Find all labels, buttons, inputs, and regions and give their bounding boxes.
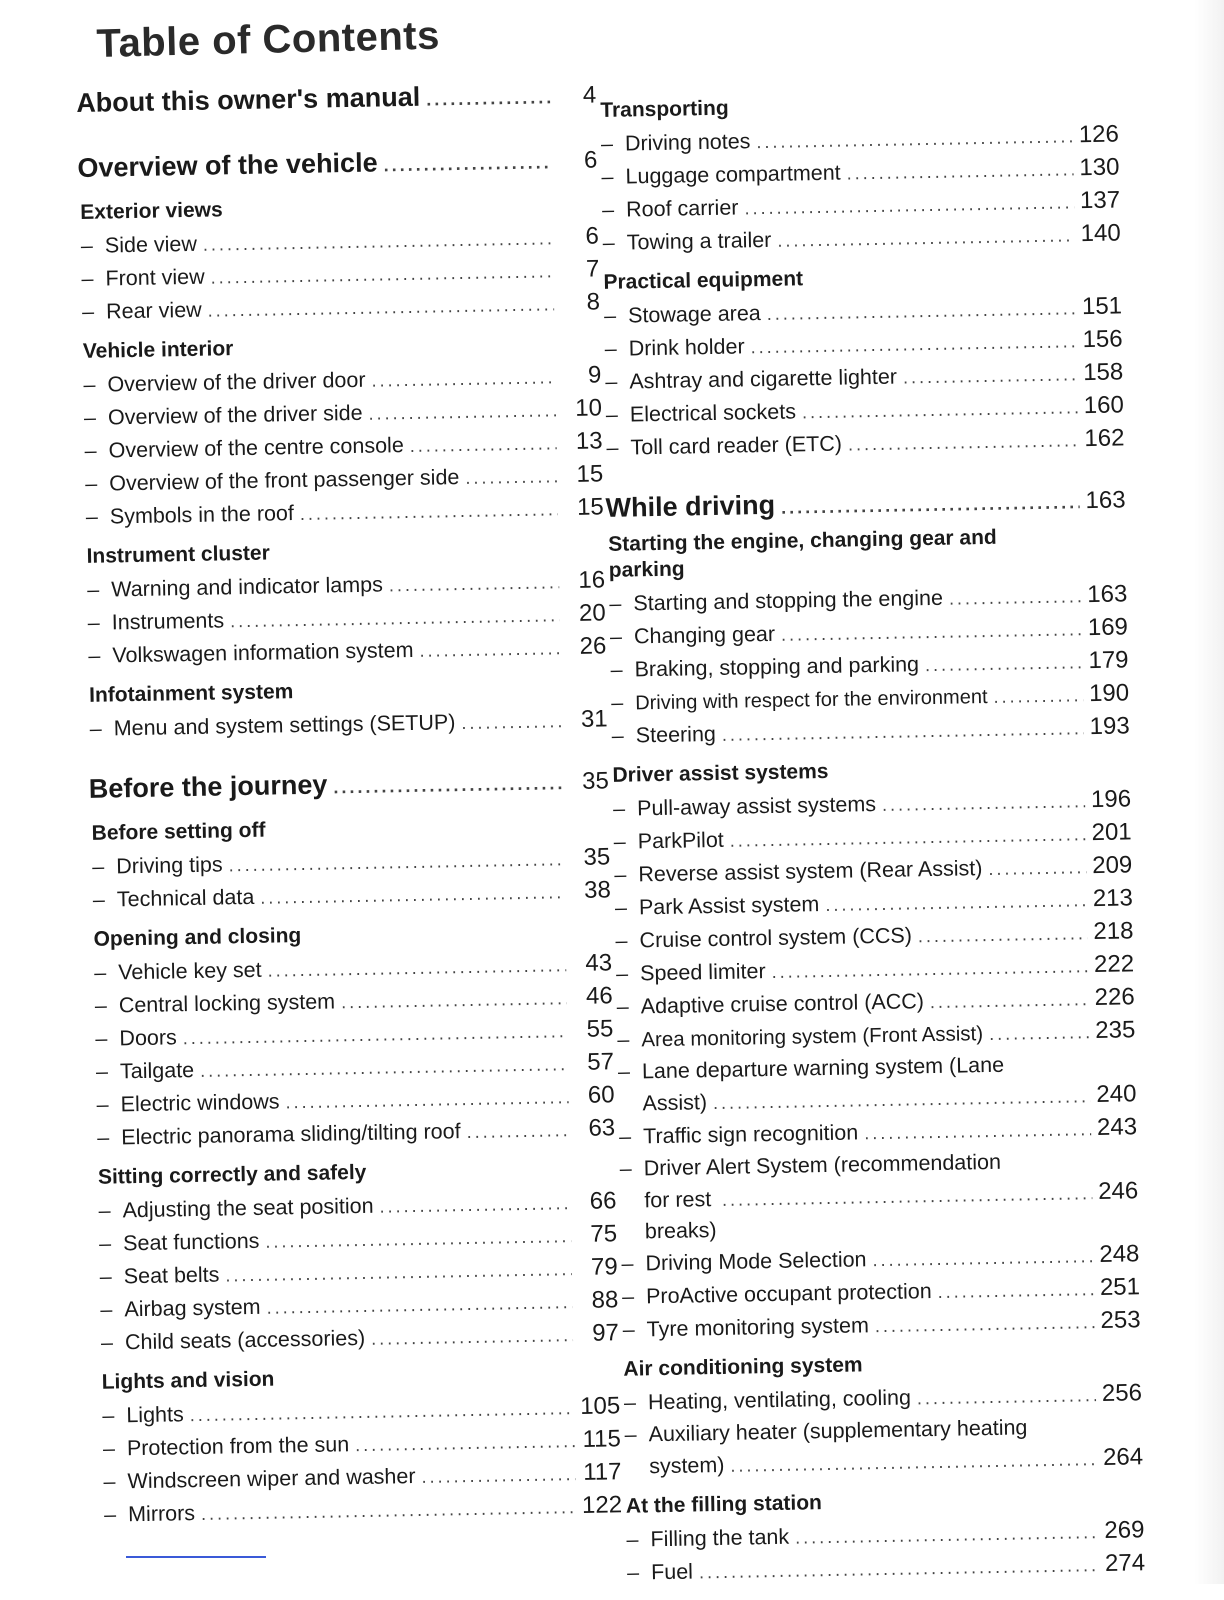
toc-section-heading: Driver assist systems [612,759,829,787]
dot-leader [465,461,557,494]
toc-entry-label: Symbols in the roof [109,501,295,529]
toc-entry-label: Ashtray and cigarette lighter [629,364,898,394]
dash: – [87,610,100,635]
toc-section-heading: Exterior views [80,198,223,224]
dash: – [614,895,628,920]
page-number: 66 [589,1187,617,1215]
toc-entry-label: Braking, stopping and parking [634,652,920,682]
page-title: Table of Contents [96,13,441,66]
page-number: 251 [1099,1273,1141,1302]
page-number: 222 [1093,950,1135,979]
page-number: 240 [1096,1080,1137,1109]
page-number: 9 [587,361,602,389]
page-number: 264 [1102,1443,1144,1471]
toc-entry-label: Steering [635,721,717,748]
dot-leader [767,293,1077,330]
page-number: 269 [1104,1516,1145,1544]
toc-section [81,329,604,533]
dot-leader [371,362,555,396]
toc-entry-label: Driving Mode Selection [645,1247,867,1276]
toc-entry-label: Stowage area [627,301,761,328]
dash: – [619,1156,632,1181]
dash: – [83,405,97,430]
toc-entry-label: Electric windows [120,1089,280,1117]
dot-leader [925,647,1083,681]
toc-left-column [76,78,623,1541]
toc-entry-label: Park Assist system [638,892,820,920]
toc-entry-label: Front view [105,264,205,291]
page-number: 179 [1088,646,1129,675]
toc-entry[interactable] [87,703,608,746]
dash: – [621,1251,634,1276]
dash: – [605,369,618,394]
page-number: 140 [1080,219,1121,248]
page-number: 253 [1100,1306,1141,1334]
dot-leader [825,885,1087,921]
toc-section [621,1347,1143,1484]
page-number: 117 [582,1458,622,1486]
dot-leader [872,1241,1093,1276]
dot-leader [918,918,1088,952]
toc-entry-label: Tailgate [119,1058,195,1084]
page-number: 193 [1089,712,1130,741]
dash: – [99,1264,112,1289]
toc-entry-label: Overview of the centre console [108,433,405,463]
dash: – [606,435,619,460]
toc-entry-label: Overview of the front passenger side [109,465,460,496]
dash: – [616,994,629,1019]
dash: – [617,1059,631,1084]
dash: – [615,961,629,986]
dot-leader [265,1221,571,1258]
toc-section-heading: Sitting correctly and safely [97,1160,367,1189]
toc-entry-label: Starting and stopping the engine [633,585,944,616]
toc-section [89,811,611,917]
dot-leader [383,152,551,176]
page-number: 115 [582,1425,622,1453]
page-number: 243 [1096,1113,1138,1142]
page-edge-shadow [1194,0,1224,1584]
page-number: 6 [585,222,600,250]
dash: – [96,1092,109,1117]
page-number: 6 [583,146,598,174]
footer-rule [126,1556,266,1558]
dot-leader [285,1082,569,1118]
dot-leader [781,492,1080,518]
dot-leader [333,773,563,798]
toc-entry-label: Rear view [105,297,202,324]
toc-entry-label: Driving notes [624,129,751,156]
dot-leader [730,819,1086,857]
toc-section-heading: Infotainment system [88,680,294,707]
page-number: 156 [1082,325,1123,354]
dot-leader [267,950,566,986]
dash: – [85,504,99,529]
page-number: 169 [1087,613,1129,642]
dot-leader [756,121,1073,158]
dash: – [97,1125,110,1150]
page-number: 79 [590,1253,618,1281]
page-number: 190 [1088,679,1130,708]
dot-leader [802,392,1078,428]
page-number: 160 [1083,391,1125,420]
toc-section [606,522,1130,752]
toc-entry-label: Driving tips [116,852,223,879]
toc-entry-label: Lane departure warning system (Lane [641,1052,1005,1084]
toc-entry-label: Central locking system [118,989,336,1018]
toc-entry-label: Towing a trailer [626,227,772,255]
toc-section [96,1155,619,1359]
page-number: 137 [1079,186,1121,215]
toc-section [91,917,615,1154]
dot-leader [426,87,550,110]
toc-major-label: About this owner's manual [76,81,421,118]
dot-leader [461,706,562,739]
toc-section-heading: Lights and vision [101,1367,275,1394]
dot-leader [421,1459,576,1493]
dot-leader [225,1254,572,1291]
dot-leader [341,983,567,1018]
dot-leader [846,154,1073,189]
toc-section [84,534,606,673]
toc-section-heading: Before setting off [91,818,266,845]
page-number: 105 [579,1392,621,1420]
toc-section-heading: Opening and closing [93,924,302,951]
page-number: 57 [586,1048,615,1076]
toc-entry-label: ProActive occupant protection [645,1279,932,1309]
dot-leader [875,1307,1095,1342]
dot-leader [777,220,1075,256]
page-number: 55 [586,1015,614,1043]
toc-entry-label: Vehicle key set [117,957,262,985]
dot-leader [882,786,1086,821]
toc-entry-label: Toll card reader (ETC) [630,431,843,460]
dot-leader [744,187,1074,224]
toc-entry-label: Tyre monitoring system [646,1313,870,1342]
dot-leader [903,359,1078,393]
toc-right-column [598,82,1146,1599]
toc-section-heading: Instrument cluster [86,541,270,568]
toc-entry-label: Volkswagen information system [112,637,414,668]
page-number: 196 [1090,785,1132,814]
toc-section [624,1484,1146,1590]
page-number: 26 [579,632,607,660]
dot-leader [699,1550,1100,1588]
page-number: 20 [578,599,606,627]
dash: – [623,1390,637,1415]
toc-section-heading: At the filling station [625,1491,823,1518]
toc-entry-label: Overview of the driver door [107,367,366,397]
toc-entry-label: Adaptive cruise control (ACC) [640,989,925,1019]
dash: – [80,233,94,258]
toc-entry-label: Seat belts [123,1262,220,1289]
page-number: 201 [1091,818,1132,847]
page-number: 31 [580,705,608,733]
page-number: 60 [587,1081,615,1109]
dot-leader [207,289,554,326]
toc-entry-label: Menu and system settings (SETUP) [113,710,456,741]
dot-leader [228,844,564,881]
page-number: 274 [1104,1549,1146,1577]
dot-leader [949,581,1082,614]
page-number: 248 [1099,1240,1140,1269]
dot-leader [355,1426,575,1461]
dot-leader [419,633,560,667]
toc-entry-label: Child seats (accessories) [124,1325,366,1355]
page-number: 15 [576,493,605,521]
dash: – [610,657,623,682]
toc-entry-label: Driver Alert System (recommendation [643,1149,1002,1181]
dot-leader [260,877,565,914]
toc-entry-label: Auxiliary heater (supplementary heating [648,1415,1028,1447]
dash: – [609,591,622,616]
dash: – [605,402,619,427]
toc-entry-label: Speed limiter [639,959,766,986]
toc-major-label: Overview of the vehicle [77,147,378,183]
dash: – [85,471,98,496]
page-number: 8 [586,288,601,316]
page-number: 88 [591,1286,619,1314]
dash: – [89,716,102,741]
page-number: 213 [1092,884,1134,913]
toc-section [78,190,600,329]
dash: – [614,862,627,887]
dash: – [95,1059,109,1084]
toc-section [99,1360,622,1532]
page-number: 226 [1094,983,1135,1012]
dot-leader [848,425,1079,460]
dash: – [84,438,97,463]
page-number: 15 [576,460,604,488]
dash: – [624,1422,637,1447]
page-number: 43 [585,949,613,977]
dash: – [600,131,614,156]
dot-leader [371,1320,573,1355]
dash: – [626,1560,640,1585]
dash: – [102,1436,116,1461]
page-number: 75 [590,1220,618,1248]
toc-entry-label: Mirrors [127,1501,196,1527]
toc-entry-label: for rest breaks) [644,1187,717,1244]
page-number: 7 [585,255,600,283]
page-number: 4 [582,81,597,109]
dot-leader [771,951,1088,988]
toc-entry-label: Lights [126,1402,184,1428]
dash: – [618,1124,632,1149]
dash: – [86,577,100,602]
toc-entry-label: Fuel [650,1559,694,1585]
dot-leader [201,1492,577,1530]
toc-entry-label: Adjusting the seat position [122,1193,374,1223]
dot-leader [722,713,1084,751]
toc-entry-label: Drink holder [628,334,745,361]
toc-entry-label: Windscreen wiper and washer [127,1464,416,1494]
page-number: 38 [583,876,612,904]
toc-entry-label: Warning and indicator lamps [110,572,384,602]
toc-section [601,260,1124,464]
toc-entry-label: Changing gear [633,621,776,649]
dot-leader [389,567,560,601]
page-number: 218 [1093,917,1134,946]
toc-entry-label: Airbag system [124,1294,261,1322]
toc-entry-label: Seat functions [122,1228,260,1256]
page-number: 46 [585,982,613,1010]
dash: – [621,1284,635,1309]
dot-leader [730,1444,1097,1482]
dash: – [83,372,96,397]
dash: – [102,1403,115,1428]
toc-entry-label: Driving with respect for the environment [635,685,988,715]
dot-leader [864,1114,1091,1149]
dash: – [92,854,105,879]
dot-leader [917,1380,1097,1414]
dot-leader [989,1017,1090,1050]
page-number: 130 [1079,153,1120,182]
dash: – [615,928,628,953]
page-number: 97 [591,1319,620,1347]
toc-major-label: While driving [605,489,776,523]
toc-entry-label: Filling the tank [650,1524,790,1552]
toc-entry-label: Electric panorama sliding/tilting roof [121,1119,461,1150]
dot-leader [795,1517,1099,1554]
dash: – [604,336,617,361]
dot-leader [937,1274,1094,1308]
toc-entry-label: Pull-away assist systems [636,792,877,821]
toc-entry-continuation[interactable] [618,1175,1139,1248]
toc-entry-label: Doors [119,1025,177,1051]
dot-leader [379,1188,571,1222]
dash: – [610,690,624,715]
dash: – [626,1527,639,1552]
page-number: 10 [575,394,603,422]
dot-leader [722,1178,1093,1216]
dash: – [612,796,626,821]
dash: – [609,624,623,649]
dash: – [81,299,95,324]
page-number: 16 [578,566,606,594]
toc-section [87,673,608,746]
dash: – [95,1026,108,1051]
toc-entry-label: Assist) [642,1090,708,1116]
dash: – [617,1027,630,1052]
toc-entry-label: system) [648,1452,725,1479]
toc-entry-label: Roof carrier [625,195,739,222]
page-number: 235 [1094,1016,1136,1045]
dash: – [611,723,624,748]
dash: – [603,303,617,328]
dot-leader [230,600,560,637]
page-number: 35 [581,767,610,795]
dot-leader [266,1287,572,1324]
dot-leader [368,395,556,429]
toc-section [598,88,1121,260]
page-number: 151 [1081,292,1123,321]
dash: – [613,829,626,854]
dash: – [622,1317,635,1342]
dot-leader [210,256,553,293]
dot-leader [781,614,1082,651]
toc-section-heading: Transporting [600,96,729,122]
dot-leader [300,494,558,530]
dash: – [94,993,108,1018]
page-number: 162 [1084,424,1125,453]
dash: – [88,643,101,668]
toc-entry-label: Reverse assist system (Rear Assist) [638,856,983,887]
dot-leader [466,1115,569,1148]
page-number: 158 [1082,358,1124,387]
toc-section-heading: Starting the engine, changing gear and parking [608,525,997,582]
dot-leader [988,852,1086,885]
page-number: 13 [575,427,603,455]
page-number: 209 [1091,851,1133,880]
dash: – [98,1231,112,1256]
dot-leader [203,223,553,260]
toc-section-heading: Vehicle interior [82,337,234,363]
page-number: 63 [588,1114,616,1142]
dot-leader [750,326,1077,363]
toc-entry-label: Overview of the driver side [107,400,363,430]
toc-entry-label: Electrical sockets [629,399,797,427]
dash: – [93,960,107,985]
toc-major-label: Before the journey [88,769,328,804]
toc-entry-label: ParkPilot [637,827,724,854]
dot-leader [993,680,1083,713]
dash: – [100,1297,113,1322]
dot-leader [930,984,1089,1018]
page-number: 122 [581,1491,623,1519]
toc-entry-label: Cruise control system (CCS) [639,923,913,953]
page-number: 35 [583,843,611,871]
dash: – [103,1502,117,1527]
dash: – [81,266,94,291]
toc-entry-label: Side view [104,231,198,258]
toc-entry-label: Technical data [116,884,255,912]
toc-section [610,753,1141,1346]
toc-entry-label: Luggage compartment [625,160,841,189]
toc-major-entry[interactable] [76,78,596,119]
toc-entry-label: Area monitoring system (Front Assist) [641,1022,984,1052]
dash: – [601,197,615,222]
dash: – [100,1330,114,1355]
toc-entry-label: Instruments [111,608,225,635]
toc-section-heading: Air conditioning system [623,1353,863,1381]
page-number: 163 [1085,486,1126,515]
dash: – [601,164,614,189]
page-number: 126 [1078,120,1120,149]
toc-entry-label: Protection from the sun [126,1432,350,1461]
toc-section-heading: Practical equipment [603,267,804,294]
dash: – [602,230,615,255]
page-number: 256 [1101,1379,1143,1407]
dash: – [103,1469,116,1494]
dash: – [98,1198,111,1223]
page-number: 246 [1097,1177,1139,1206]
dash: – [92,887,106,912]
dot-leader [410,428,557,462]
toc-entry-label: Heating, ventilating, cooling [647,1385,912,1415]
page-number: 163 [1086,580,1128,609]
toc-entry-label: Traffic sign recognition [642,1120,859,1149]
